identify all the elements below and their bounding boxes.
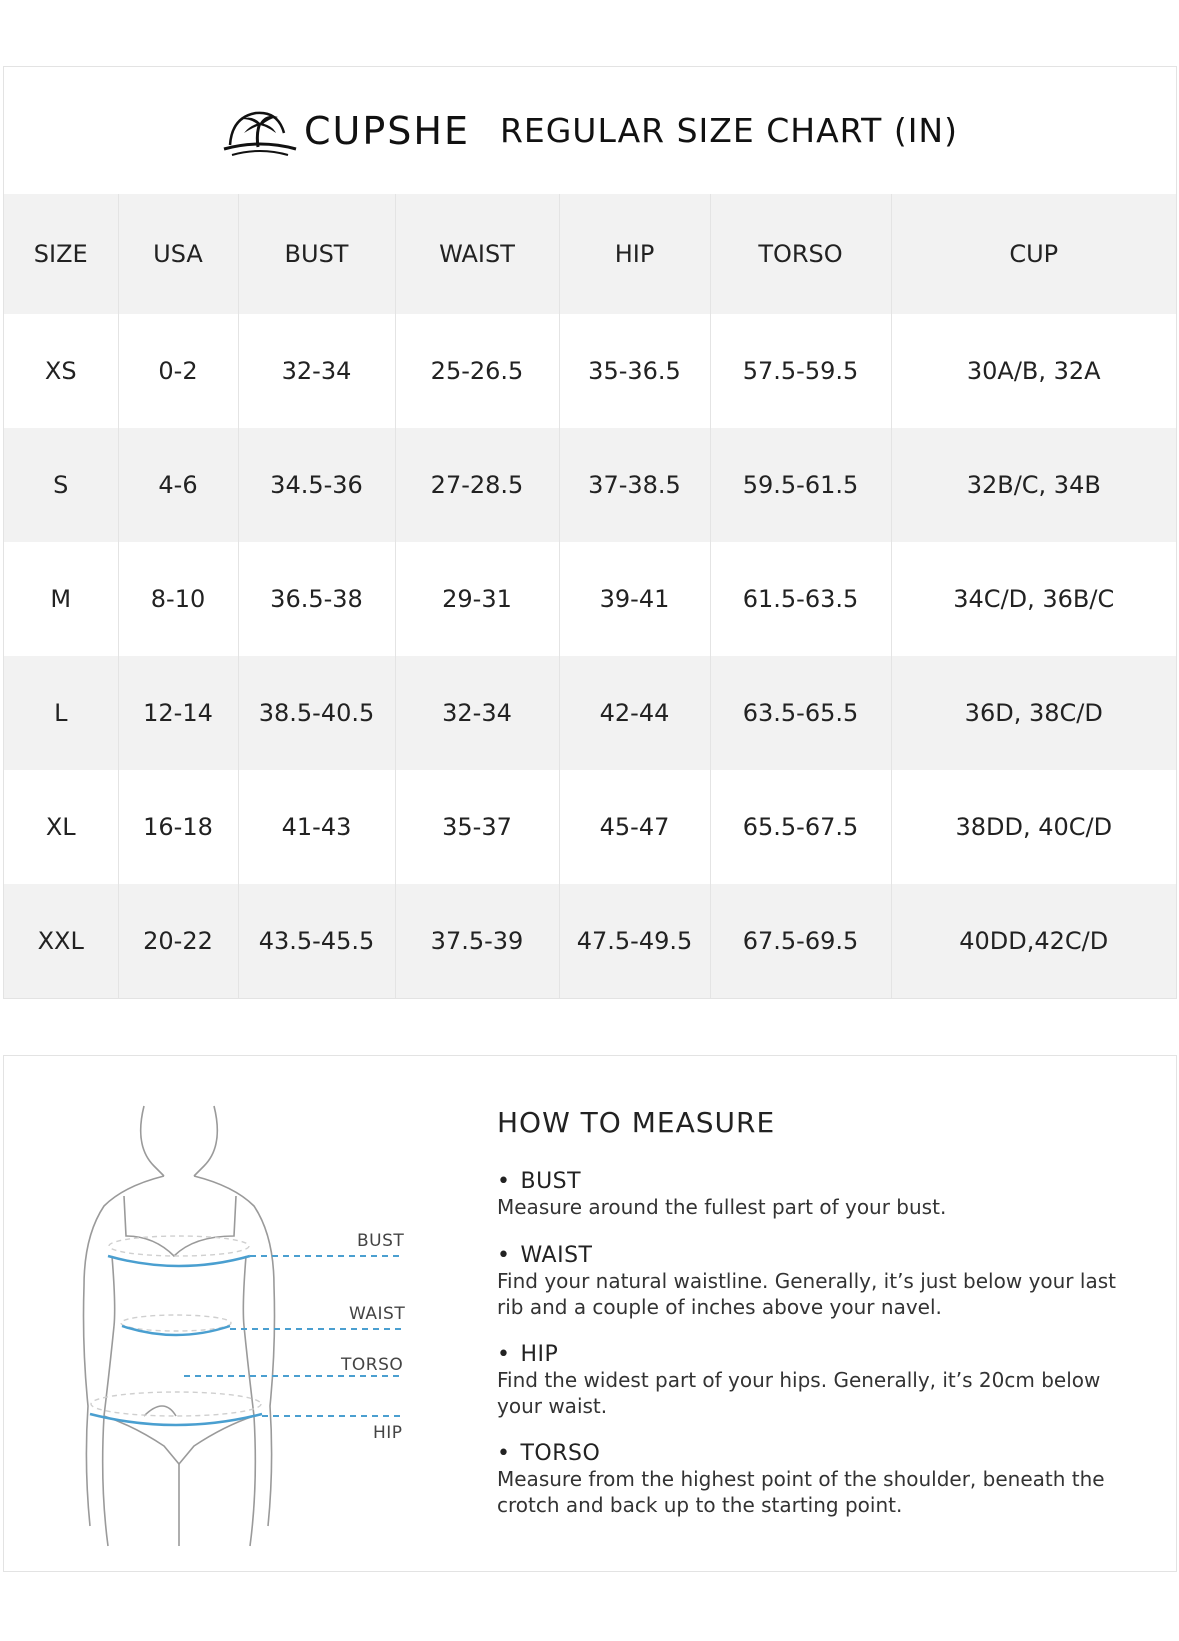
table-row xyxy=(4,314,1176,428)
cell-usa: 16-18 xyxy=(118,770,238,884)
figure-label-hip: HIP xyxy=(373,1423,403,1443)
cell-hip: 47.5-49.5 xyxy=(559,884,710,998)
cell-hip: 45-47 xyxy=(559,770,710,884)
column-header-waist: WAIST xyxy=(395,194,559,314)
measure-item-heading: HIP xyxy=(520,1342,559,1367)
cell-torso: 59.5-61.5 xyxy=(710,428,891,542)
cell-size: XL xyxy=(4,770,118,884)
measure-item-hip xyxy=(497,1342,1137,1419)
measure-item-heading: BUST xyxy=(520,1169,582,1194)
palm-tree-island-logo-icon xyxy=(222,103,298,159)
figure-label-bust: BUST xyxy=(357,1231,405,1251)
bullet: • xyxy=(497,1243,511,1268)
column-header-bust: BUST xyxy=(238,194,395,314)
cell-hip: 42-44 xyxy=(559,656,710,770)
measure-item-heading: TORSO xyxy=(520,1441,601,1466)
cell-usa: 8-10 xyxy=(118,542,238,656)
how-to-measure-title: HOW TO MEASURE xyxy=(497,1106,776,1139)
cell-size: XS xyxy=(4,314,118,428)
brand-name: CUPSHE xyxy=(303,108,470,153)
cell-size: L xyxy=(4,656,118,770)
chart-header xyxy=(4,67,1176,194)
cell-bust: 36.5-38 xyxy=(238,542,395,656)
brand-logo xyxy=(222,103,470,159)
measure-item-description: Measure from the highest point of the shoulder, beneath the crotch and back up to the starting point. xyxy=(497,1467,1105,1517)
table-row xyxy=(4,542,1176,656)
cell-bust: 32-34 xyxy=(238,314,395,428)
size-chart-card xyxy=(3,66,1177,999)
cell-usa: 4-6 xyxy=(118,428,238,542)
cell-size: S xyxy=(4,428,118,542)
cell-waist: 29-31 xyxy=(395,542,559,656)
cell-torso: 57.5-59.5 xyxy=(710,314,891,428)
measure-item-description: Find your natural waistline. Generally, it’s just below your last rib and a couple of inches above your navel. xyxy=(497,1269,1116,1319)
table-row xyxy=(4,428,1176,542)
column-header-hip: HIP xyxy=(559,194,710,314)
table-row xyxy=(4,770,1176,884)
cell-bust: 34.5-36 xyxy=(238,428,395,542)
column-header-torso: TORSO xyxy=(710,194,891,314)
measure-item-description: Find the widest part of your hips. Generally, it’s 20cm below your waist. xyxy=(497,1368,1101,1418)
cell-cup: 30A/B, 32A xyxy=(891,314,1176,428)
measure-item-description: Measure around the fullest part of your bust. xyxy=(497,1195,947,1219)
cell-hip: 39-41 xyxy=(559,542,710,656)
cell-hip: 37-38.5 xyxy=(559,428,710,542)
column-header-cup: CUP xyxy=(891,194,1176,314)
chart-title: REGULAR SIZE CHART (IN) xyxy=(499,111,958,150)
cell-torso: 65.5-67.5 xyxy=(710,770,891,884)
cell-cup: 32B/C, 34B xyxy=(891,428,1176,542)
cell-cup: 38DD, 40C/D xyxy=(891,770,1176,884)
table-header-row xyxy=(4,194,1176,314)
cell-usa: 20-22 xyxy=(118,884,238,998)
column-header-usa: USA xyxy=(118,194,238,314)
cell-waist: 37.5-39 xyxy=(395,884,559,998)
table-row xyxy=(4,884,1176,998)
cell-cup: 34C/D, 36B/C xyxy=(891,542,1176,656)
bullet: • xyxy=(497,1169,511,1194)
bullet: • xyxy=(497,1441,511,1466)
cell-waist: 35-37 xyxy=(395,770,559,884)
cell-waist: 25-26.5 xyxy=(395,314,559,428)
cell-waist: 32-34 xyxy=(395,656,559,770)
cell-torso: 61.5-63.5 xyxy=(710,542,891,656)
figure-label-torso: TORSO xyxy=(341,1355,404,1375)
size-table xyxy=(4,194,1176,998)
cell-torso: 67.5-69.5 xyxy=(710,884,891,998)
measure-item-torso xyxy=(497,1441,1137,1518)
measure-item-heading: WAIST xyxy=(520,1243,593,1268)
measure-item-waist xyxy=(497,1243,1137,1320)
column-header-size: SIZE xyxy=(4,194,118,314)
how-to-measure-card xyxy=(3,1055,1177,1572)
cell-size: XXL xyxy=(4,884,118,998)
cell-cup: 40DD,42C/D xyxy=(891,884,1176,998)
measure-item-bust xyxy=(497,1169,1137,1220)
cell-bust: 43.5-45.5 xyxy=(238,884,395,998)
cell-usa: 12-14 xyxy=(118,656,238,770)
table-row xyxy=(4,656,1176,770)
cell-waist: 27-28.5 xyxy=(395,428,559,542)
cell-usa: 0-2 xyxy=(118,314,238,428)
cell-cup: 36D, 38C/D xyxy=(891,656,1176,770)
cell-hip: 35-36.5 xyxy=(559,314,710,428)
bullet: • xyxy=(497,1342,511,1367)
cell-size: M xyxy=(4,542,118,656)
cell-bust: 41-43 xyxy=(238,770,395,884)
cell-torso: 63.5-65.5 xyxy=(710,656,891,770)
figure-label-waist: WAIST xyxy=(349,1304,406,1324)
cell-bust: 38.5-40.5 xyxy=(238,656,395,770)
